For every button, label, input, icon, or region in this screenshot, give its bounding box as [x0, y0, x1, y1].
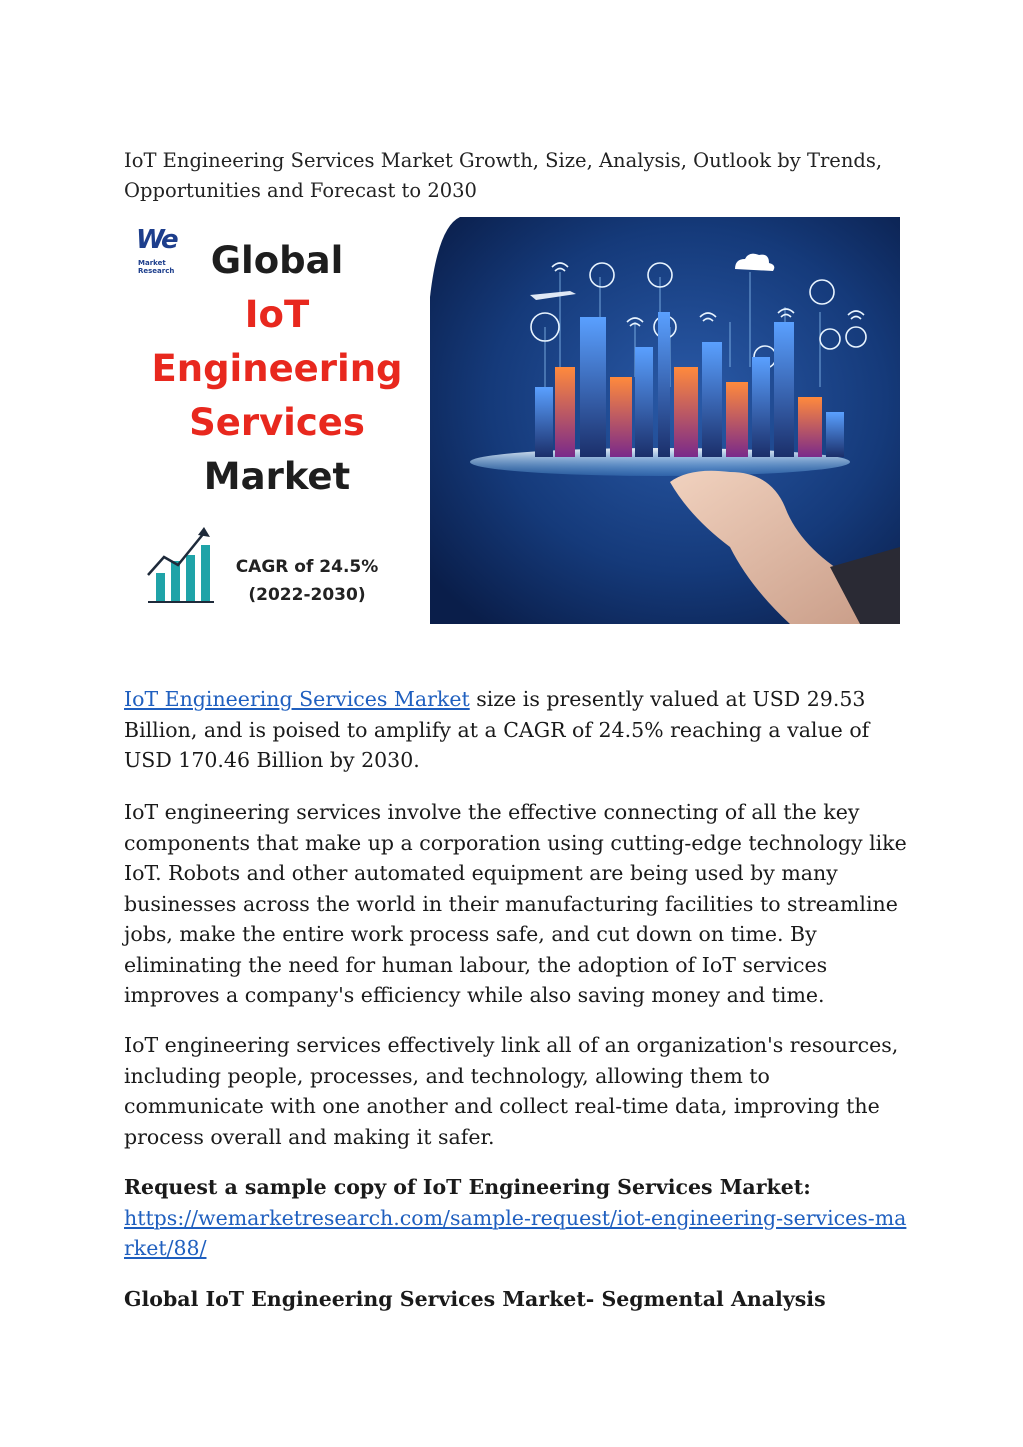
segmental-analysis-heading: Global IoT Engineering Services Market- Segmental Analysis [124, 1287, 826, 1311]
logo-caption: Market Research [138, 259, 175, 275]
sample-request-heading: Request a sample copy of IoT Engineering Services Market: [124, 1175, 811, 1199]
intro-paragraph [124, 684, 914, 776]
growth-chart-icon [144, 525, 218, 605]
banner-word-engineering: Engineering [151, 347, 403, 390]
sample-request-link[interactable]: https://wemarketresearch.com/sample-request/iot-engineering-services-market/88/ [124, 1205, 907, 1260]
description-paragraph: IoT engineering services involve the effective connecting of all the key components that make up a corporation using cutting-edge technology like IoT. Robots and other automated equipment are being used by many businesses across the world in their manufacturing facilities to streamline jobs, make the entire work process safe, and cut down on time. By eliminating the need for human labour, the adoption of IoT services improves a company's efficiency while also saving money and time. [124, 800, 907, 1007]
sample-request-block [124, 1172, 914, 1264]
banner-word-market: Market [203, 455, 351, 498]
logo-mark: We [136, 225, 177, 255]
smart-city-image [430, 217, 900, 624]
banner-word-global: Global [210, 239, 344, 282]
banner-word-services: Services [189, 401, 365, 444]
document-title: IoT Engineering Services Market Growth, Size, Analysis, Outlook by Trends, Opportunities and Forecast to 2030 [124, 149, 883, 202]
banner-text-panel [124, 217, 430, 624]
banner-word-iot: IoT [244, 293, 310, 336]
market-banner [124, 217, 900, 624]
intro-paragraph-text: size is presently valued at USD 29.53 Billion, and is poised to amplify at a CAGR of 24.5% reaching a value of USD 170.46 Billion by 2030. [124, 687, 870, 772]
market-report-link[interactable]: IoT Engineering Services Market [124, 687, 470, 711]
resources-paragraph: IoT engineering services effectively link all of an organization's resources, including people, processes, and technology, allowing them to communicate with one another and collect real-time data, improving the process overall and making it safer. [124, 1033, 899, 1149]
cagr-label: CAGR of 24.5% (2022-2030) [235, 557, 379, 605]
